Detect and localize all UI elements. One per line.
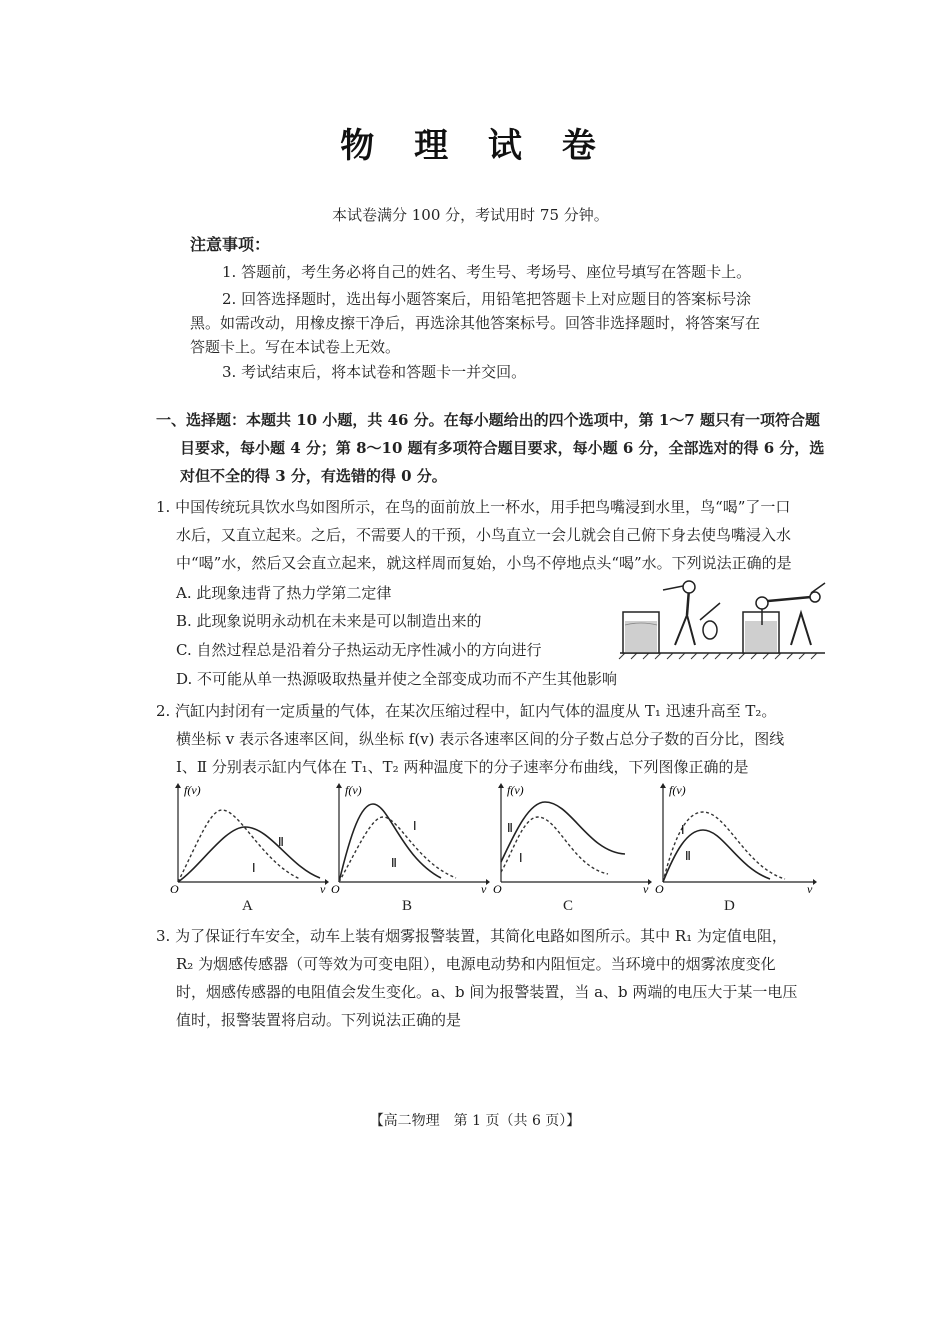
notice-item-2-cont: 黑。如需改动，用橡皮擦干净后，再选涂其他答案标号。回答非选择题时，将答案写在	[190, 314, 761, 332]
q2-stem-line-1: 2. 汽缸内封闭有一定质量的气体，在某次压缩过程中，缸内气体的温度从 T₁ 迅速升高至 T₂。	[156, 702, 777, 720]
q1-stem-line-2: 水后，又直立起来。之后，不需要人的干预，小鸟直立一会儿就会自己俯下身去使鸟嘴浸入水	[176, 526, 792, 544]
notice-heading: 注意事项：	[190, 235, 271, 254]
graph-d	[655, 782, 820, 894]
graph-c	[493, 782, 653, 894]
q1-option-c: C. 自然过程总是沿着分子热运动无序性减小的方向进行	[176, 641, 542, 659]
q1-option-a: A. 此现象违背了热力学第二定律	[176, 584, 392, 602]
q1-stem-line-3: 中“喝”水，然后又会直立起来，就这样周而复始，小鸟不停地点头“喝”水。下列说法正确的是	[176, 554, 792, 572]
graph-d-caption: D	[724, 898, 735, 914]
q1-option-b: B. 此现象说明永动机在未来是可以制造出来的	[176, 612, 482, 630]
q3-stem-line-4: 值时，报警装置将启动。下列说法正确的是	[176, 1011, 462, 1029]
notice-item-3: 3. 考试结束后，将本试卷和答题卡一并交回。	[222, 363, 527, 381]
graph-a-caption: A	[242, 898, 253, 914]
graph-b	[331, 782, 491, 894]
graph-d-curve-2-label: Ⅱ	[685, 849, 691, 863]
graph-a	[170, 782, 330, 894]
graph-a-x-label: v	[320, 882, 326, 894]
graph-c-origin: O	[493, 882, 502, 894]
q3-stem-line-1: 3. 为了保证行车安全，动车上装有烟雾报警装置，其简化电路如图所示。其中 R₁ 为定值电阻，	[156, 927, 787, 945]
graph-b-y-label: f(v)	[345, 783, 362, 797]
graph-a-curve-2-label: Ⅱ	[278, 835, 284, 849]
drinking-bird-figure	[615, 575, 830, 660]
graph-d-origin: O	[655, 882, 664, 894]
section-heading-line-2: 目要求，每小题 4 分；第 8～10 题有多项符合题目要求，每小题 6 分，全部选对的得 6 分，选	[180, 439, 825, 457]
graph-c-y-label: f(v)	[507, 783, 524, 797]
section-heading-line-1: 一、选择题：本题共 10 小题，共 46 分。在每小题给出的四个选项中，第 1～7 题只有一项符合题	[156, 411, 820, 429]
q1-stem-line-1: 1. 中国传统玩具饮水鸟如图所示，在鸟的面前放上一杯水，用手把鸟嘴浸到水里，鸟“喝”了一口	[156, 498, 791, 516]
graph-d-x-label: v	[807, 882, 813, 894]
notice-item-2: 2. 回答选择题时，选出每小题答案后，用铅笔把答题卡上对应题目的答案标号涂	[222, 290, 752, 308]
graph-a-y-label: f(v)	[184, 783, 201, 797]
q3-stem-line-2: R₂ 为烟感传感器（可等效为可变电阻），电源电动势和内阻恒定。当环境中的烟雾浓度变化	[176, 955, 776, 973]
q2-stem-line-3: Ⅰ、Ⅱ 分别表示缸内气体在 T₁、T₂ 两种温度下的分子速率分布曲线，下列图像正确的是	[176, 758, 749, 776]
exam-intro: 本试卷满分 100 分，考试用时 75 分钟。	[332, 206, 609, 224]
q2-stem-line-2: 横坐标 v 表示各速率区间，纵坐标 f(v) 表示各速率区间的分子数占总分子数的百分比，图线	[176, 730, 785, 748]
notice-item-2-cont2: 答题卡上。写在本试卷上无效。	[190, 338, 401, 356]
q1-option-d: D. 不可能从单一热源吸取热量并使之全部变成功而不产生其他影响	[176, 670, 618, 688]
graph-c-curve-1-label: Ⅰ	[519, 851, 523, 865]
graph-d-y-label: f(v)	[669, 783, 686, 797]
graph-c-x-label: v	[643, 882, 649, 894]
notice-item-1: 1. 答题前，考生务必将自己的姓名、考生号、考场号、座位号填写在答题卡上。	[222, 263, 752, 281]
graph-b-caption: B	[402, 898, 413, 914]
q3-stem-line-3: 时，烟感传感器的电阻值会发生变化。a、b 间为报警装置，当 a、b 两端的电压大于某一电压	[176, 983, 798, 1001]
graph-b-origin: O	[331, 882, 340, 894]
graph-c-caption: C	[563, 898, 574, 914]
graph-b-curve-2-label: Ⅱ	[391, 856, 397, 870]
graph-b-x-label: v	[481, 882, 487, 894]
section-heading-line-3: 对但不全的得 3 分，有选错的得 0 分。	[180, 467, 447, 485]
graph-a-origin: O	[170, 882, 179, 894]
page-footer: 【高二物理 第 1 页（共 6 页）】	[369, 1113, 581, 1129]
graph-c-curve-2-label: Ⅱ	[507, 821, 513, 835]
graph-d-curve-1-label: Ⅰ	[681, 823, 685, 837]
graph-b-curve-1-label: Ⅰ	[413, 819, 417, 833]
graph-a-curve-1-label: Ⅰ	[252, 861, 256, 875]
page-title: 物 理 试 卷	[340, 126, 610, 166]
